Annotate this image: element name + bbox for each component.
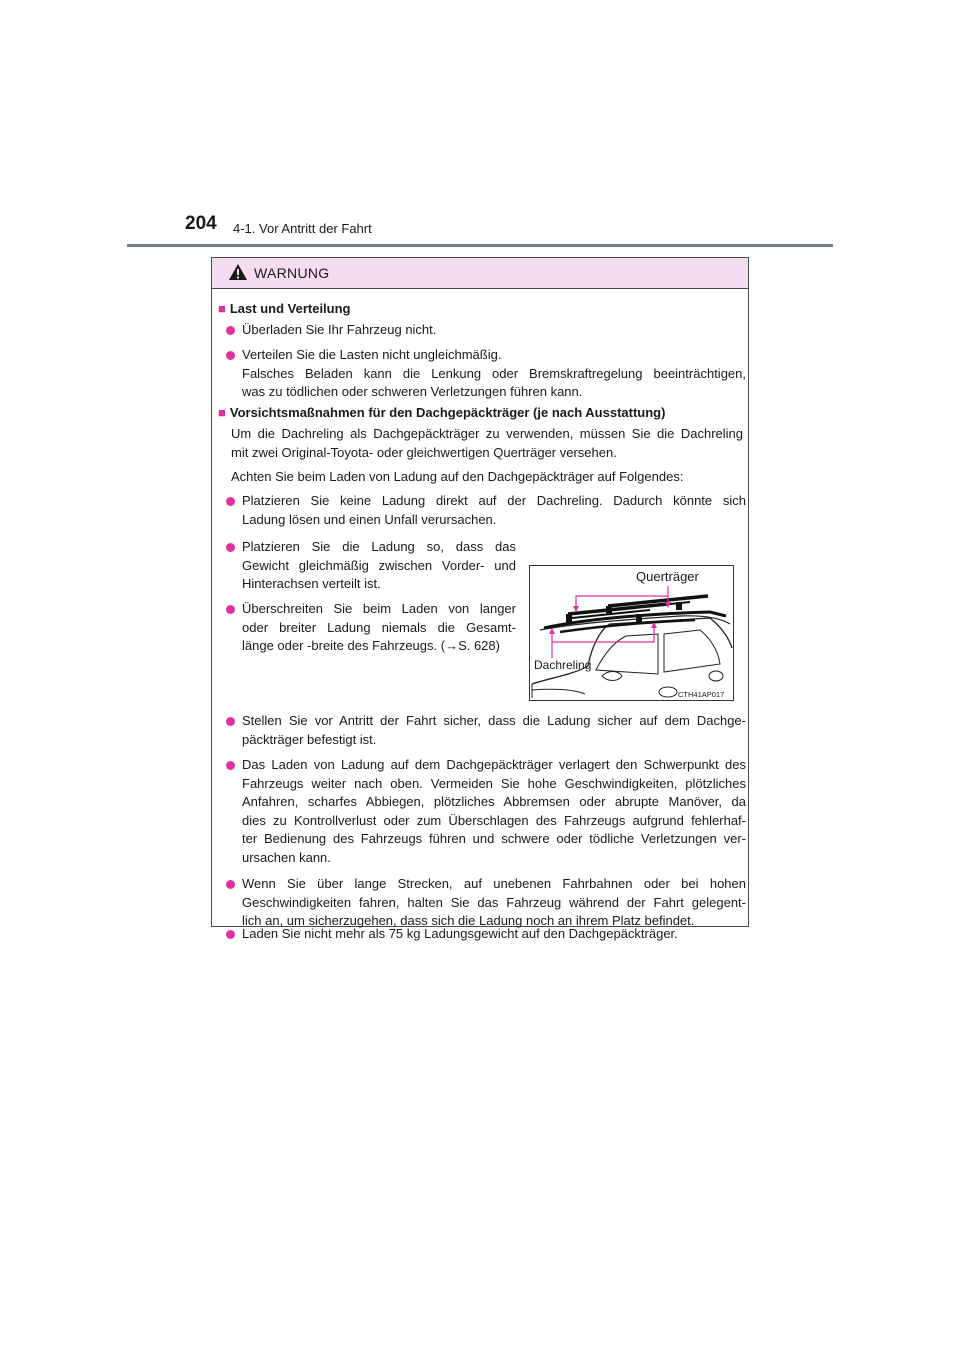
warning-triangle-icon — [228, 263, 248, 281]
list-item: Verteilen Sie die Lasten nicht ungleichmäßig. Falsches Beladen kann die Lenkung oder Bremskraftregelung beeinträchtigen, was zu tödlichen oder schweren Verletzungen führen kann. — [226, 346, 746, 402]
square-bullet-icon: ■ — [218, 405, 226, 420]
section-heading-load: ■ Last und Verteilung — [218, 301, 351, 316]
list-item: Wenn Sie über lange Strecken, auf unebenen Fahrbahnen oder bei hohen Geschwindigkeiten fahren, halten Sie das Fahrzeug während der Fahrt gelegent- lich an, um sicherzugehen, dass sich die Ladung noch an ihrem Platz befindet. — [226, 875, 746, 931]
bullet-dot-icon — [226, 326, 235, 335]
label-roof-rail: Dachreling — [534, 658, 592, 672]
section-title: 4-1. Vor Antritt der Fahrt — [233, 221, 372, 236]
bullet-dot-icon — [226, 351, 235, 360]
warning-header — [212, 258, 748, 289]
list-item: Überschreiten Sie beim Laden von langer oder breiter Ladung niemals die Gesamt- länge oder -breite des Fahrzeugs. (→S. 628) — [226, 600, 516, 656]
bullet-dot-icon — [226, 717, 235, 726]
page-reference-arrow: → — [445, 638, 459, 653]
list-item: Laden Sie nicht mehr als 75 kg Ladungsgewicht auf den Dachgepäckträger. — [226, 925, 746, 944]
list-item: Überladen Sie Ihr Fahrzeug nicht. — [226, 321, 746, 340]
label-crossbar: Querträger — [636, 569, 699, 584]
bullet-dot-icon — [226, 543, 235, 552]
bullet-dot-icon — [226, 497, 235, 506]
page-reference-link[interactable]: S. 628) — [458, 638, 500, 653]
figure-code: CTH41AP017 — [678, 690, 725, 699]
warning-box — [211, 257, 749, 941]
bullet-dot-icon — [226, 880, 235, 889]
bullet-dot-icon — [226, 605, 235, 614]
section-heading-roof-rack: ■ Vorsichtsmaßnahmen für den Dachgepäckträger (je nach Ausstattung) — [218, 405, 666, 420]
list-item: Platzieren Sie keine Ladung direkt auf der Dachreling. Dadurch könnte sich Ladung lösen und einen Unfall verursachen. — [226, 492, 746, 529]
page-number: 204 — [185, 213, 217, 234]
paragraph: Um die Dachreling als Dachgepäckträger zu verwenden, müssen Sie die Dachreling mit zwei Original-Toyota- oder gleichwertigen Querträger versehen. — [231, 426, 743, 460]
warning-title: WARNUNG — [254, 265, 330, 281]
paragraph: Achten Sie beim Laden von Ladung auf den Dachgepäckträger auf Folgendes: — [231, 469, 684, 484]
header-rule — [127, 244, 833, 247]
list-item: Stellen Sie vor Antritt der Fahrt sicher, dass die Ladung sicher auf dem Dachge- päckträger befestigt ist. — [226, 712, 746, 749]
bullet-dot-icon — [226, 930, 235, 939]
list-item: Platzieren Sie die Ladung so, dass das Gewicht gleichmäßig zwischen Vorder- und Hinterachsen verteilt ist. — [226, 538, 516, 594]
roof-rack-figure — [529, 565, 734, 701]
bullet-dot-icon — [226, 761, 235, 770]
list-item: Das Laden von Ladung auf dem Dachgepäckträger verlagert den Schwerpunkt des Fahrzeugs weiter nach oben. Vermeiden Sie hohe Geschwindigkeiten, plötzliches Anfahren, scharfes Abbiegen, plötzliches Abbremsen oder abrupte Manöver, da dies zu Kontrollverlust oder zum Überschlagen des Fahrzeugs aufgrund fehlerhaf- ter Bedienung des Fahrzeugs führen und schwere oder tödliche Verletzungen ver- ursachen kann. — [226, 756, 746, 867]
roof-rack-illustration — [530, 566, 733, 700]
square-bullet-icon: ■ — [218, 301, 226, 316]
